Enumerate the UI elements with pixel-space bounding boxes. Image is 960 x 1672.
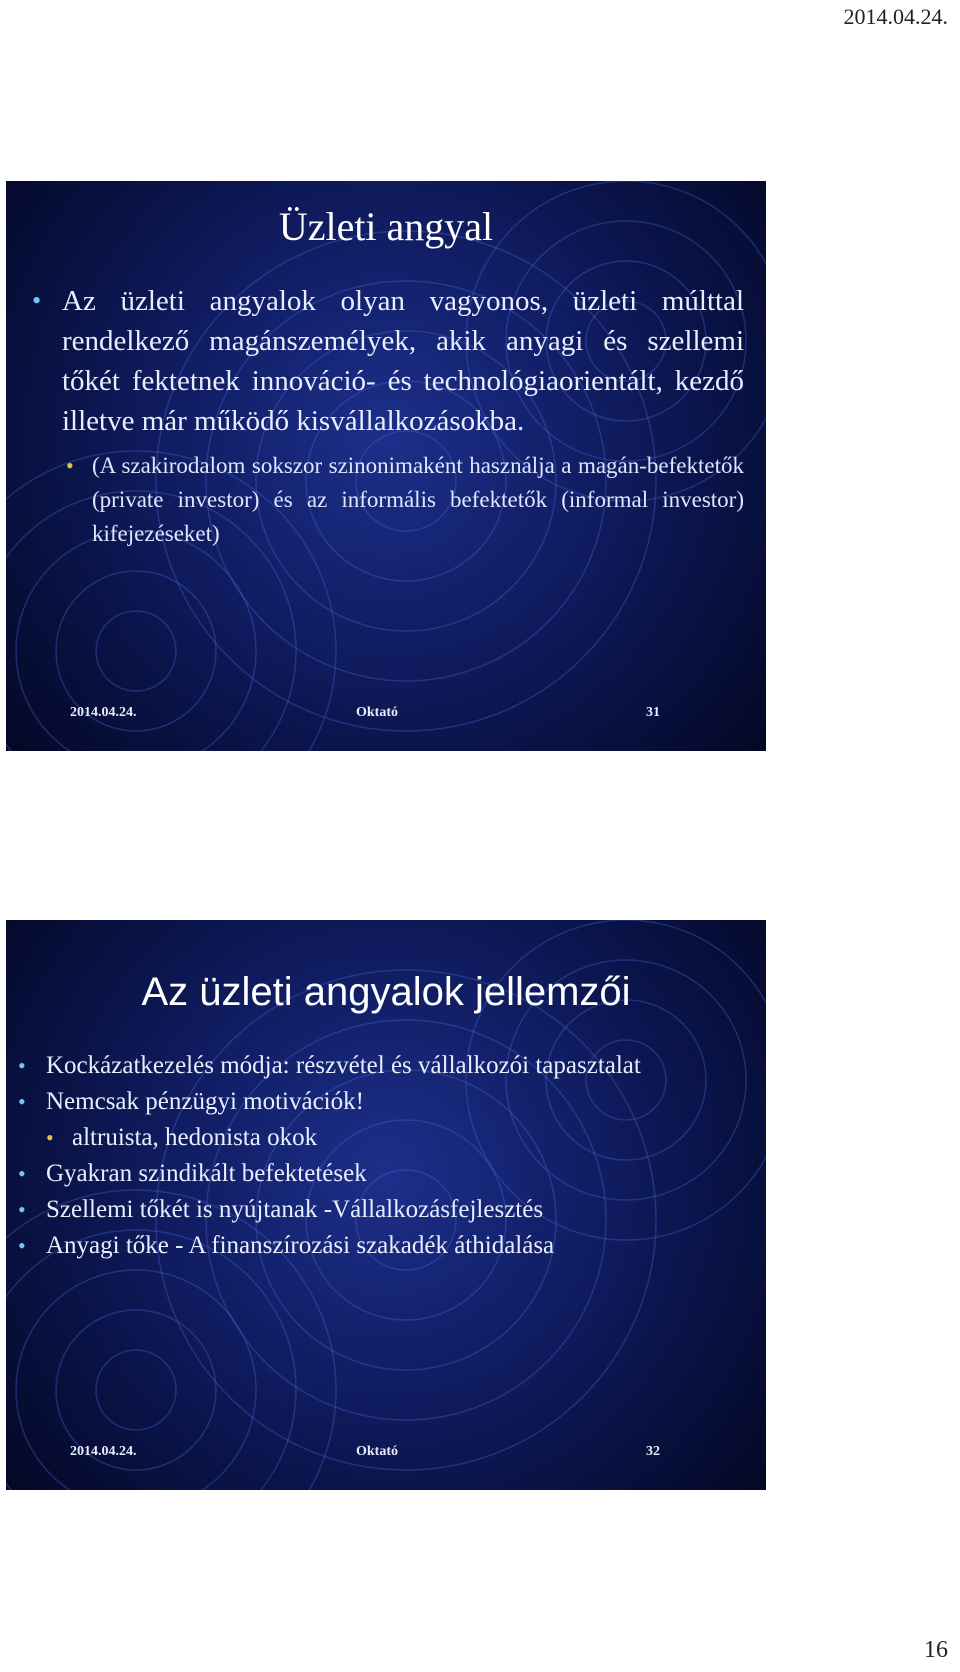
bullet-item: • Nemcsak pénzügyi motivációk!	[14, 1084, 762, 1120]
sub-bullet-item: • altruista, hedonista okok	[42, 1120, 762, 1156]
footer-author: Oktató	[356, 705, 398, 720]
footer-author: Oktató	[356, 1444, 398, 1459]
slide-title: Az üzleti angyalok jellemzői	[141, 970, 631, 1014]
bullet-item: • Az üzleti angyalok olyan vagyonos, üzleti múlttal rendelkező magánszemélyek, akik anyagi és szellemi tőkét fektetnek innováció- és technológiaorientált, kezdő illetve már működő kisvállalkozásokba.	[32, 281, 744, 441]
footer-date: 2014.04.24.	[70, 1444, 137, 1459]
page-header-date: 2014.04.24.	[843, 4, 948, 29]
slide-31	[6, 181, 766, 751]
footer-slide-number: 31	[646, 705, 660, 720]
slide-title: Üzleti angyal	[278, 204, 494, 249]
slide-32	[6, 920, 766, 1490]
bullet-item: • Szellemi tőkét is nyújtanak -Vállalkozásfejlesztés	[14, 1192, 762, 1228]
bullet-item: • Kockázatkezelés módja: részvétel és vállalkozói tapasztalat	[14, 1048, 762, 1084]
footer-slide-number: 32	[646, 1444, 660, 1459]
bullet-item: • Gyakran szindikált befektetések	[14, 1156, 762, 1192]
footer-date: 2014.04.24.	[70, 705, 137, 720]
bullet-item: • Anyagi tőke - A finanszírozási szakadék áthidalása	[14, 1228, 762, 1264]
sub-bullet-item: • (A szakirodalom sokszor szinonimaként használja a magán-befektetők (private investor) és az informális befektetők (informal investor) kifejezéseket)	[66, 449, 744, 551]
page-number: 16	[924, 1637, 948, 1663]
